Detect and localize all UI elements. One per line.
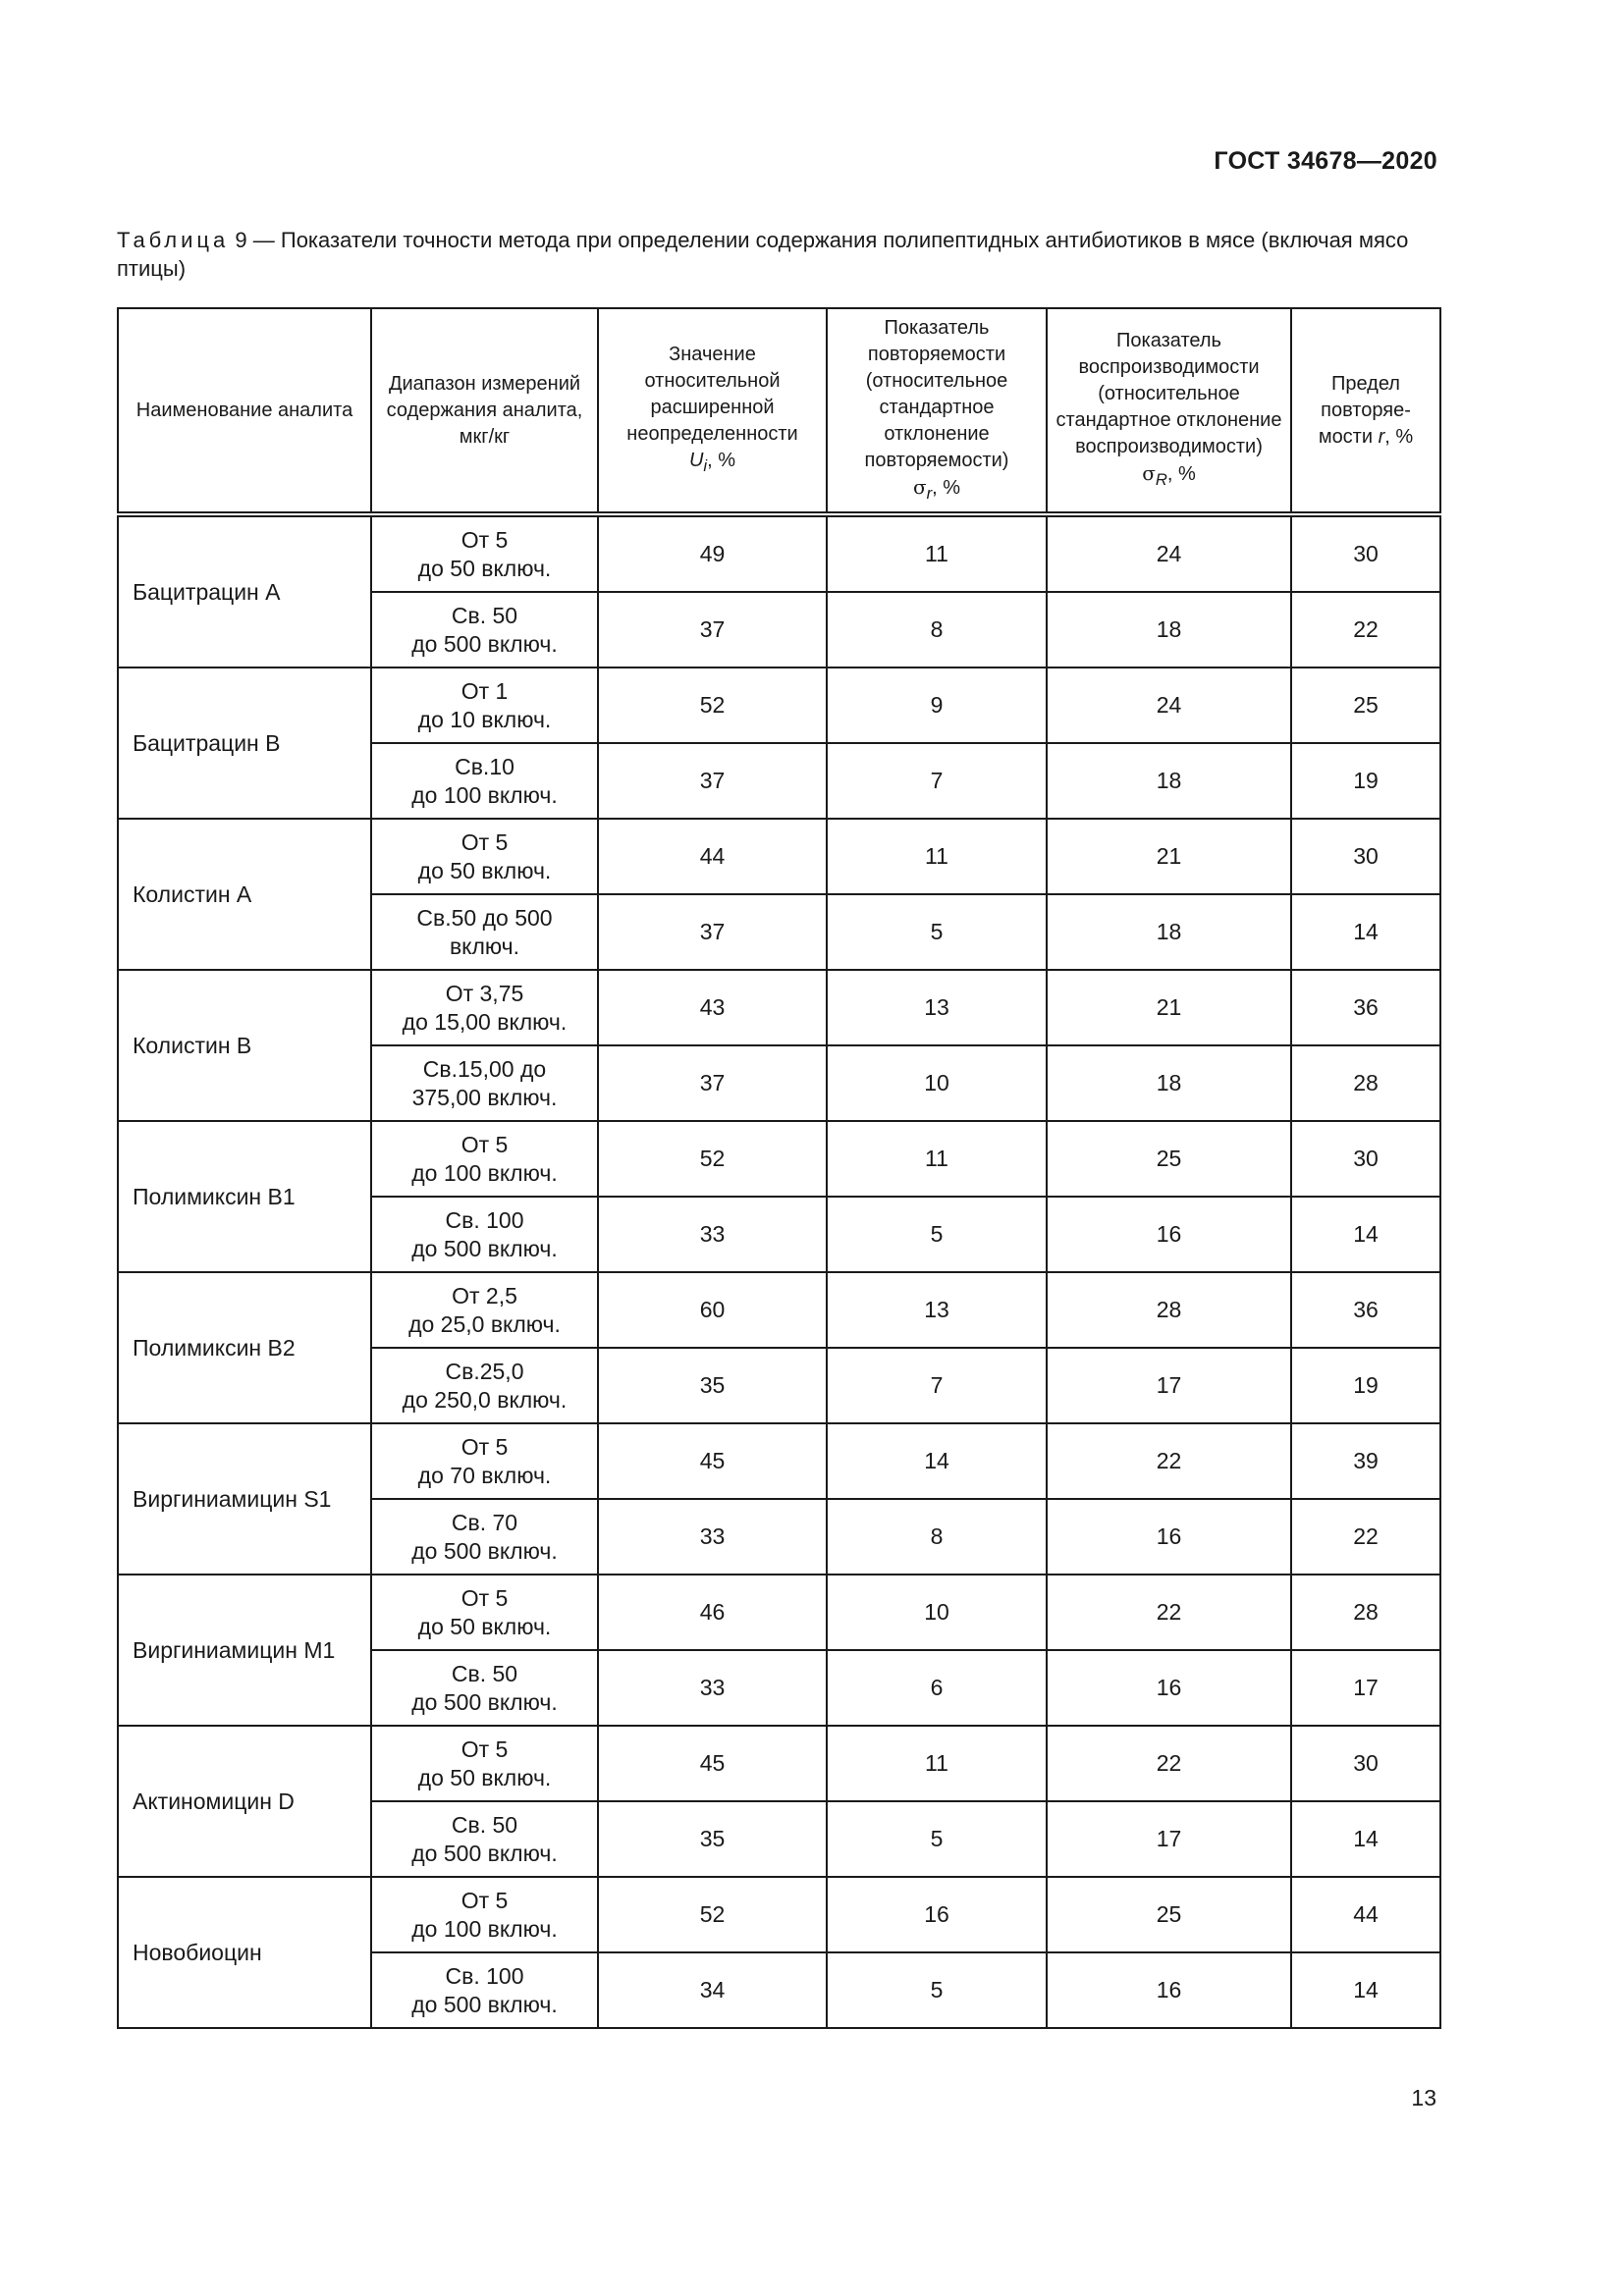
header-limit: Предел повторяе-мости r, % <box>1291 308 1440 514</box>
document-code: ГОСТ 34678—2020 <box>1214 147 1437 175</box>
range-line: От 5 <box>460 1887 509 1913</box>
range-line: до 500 включ. <box>411 1537 558 1564</box>
table-row <box>118 1726 1440 1801</box>
analyte-name: Новобиоцин <box>118 1877 371 2028</box>
range-line: Св. 100 <box>445 1962 524 1989</box>
range-line: Св.25,0 <box>445 1358 524 1384</box>
repeatability-cell: 11 <box>827 514 1047 592</box>
repeatability-cell: 8 <box>827 1499 1047 1575</box>
range-line: до 100 включ. <box>411 1159 558 1186</box>
range-cell <box>371 1272 598 1348</box>
range-cell <box>371 592 598 667</box>
limit-cell: 30 <box>1291 1726 1440 1801</box>
repeatability-cell: 5 <box>827 1952 1047 2028</box>
uncertainty-cell: 37 <box>598 743 827 819</box>
reproducibility-cell: 22 <box>1047 1726 1291 1801</box>
limit-cell: 14 <box>1291 894 1440 970</box>
table-row <box>118 1575 1440 1650</box>
range-line: до 70 включ. <box>417 1462 552 1488</box>
range-line: Св.10 <box>455 753 514 779</box>
uncertainty-cell: 46 <box>598 1575 827 1650</box>
repeatability-cell: 14 <box>827 1423 1047 1499</box>
table-row <box>118 819 1440 894</box>
uncertainty-cell: 35 <box>598 1801 827 1877</box>
range-line: до 500 включ. <box>411 1840 558 1866</box>
range-line: От 5 <box>460 1433 509 1460</box>
range-cell <box>371 970 598 1045</box>
range-cell <box>371 1650 598 1726</box>
repeatability-cell: 5 <box>827 894 1047 970</box>
header-range: Диапазон измерений содержания аналита, мкг/кг <box>371 308 598 514</box>
reproducibility-cell: 18 <box>1047 592 1291 667</box>
range-line: до 100 включ. <box>411 1915 558 1942</box>
range-line: От 5 <box>460 1584 509 1611</box>
range-line: Св.50 до 500 <box>416 904 553 931</box>
limit-cell: 36 <box>1291 1272 1440 1348</box>
range-line: От 5 <box>460 1131 509 1157</box>
repeatability-cell: 13 <box>827 1272 1047 1348</box>
uncertainty-cell: 45 <box>598 1726 827 1801</box>
repeatability-cell: 7 <box>827 743 1047 819</box>
range-line: Св. 50 <box>451 602 518 628</box>
reproducibility-cell: 18 <box>1047 743 1291 819</box>
uncertainty-cell: 45 <box>598 1423 827 1499</box>
uncertainty-cell: 49 <box>598 514 827 592</box>
limit-cell: 22 <box>1291 1499 1440 1575</box>
uncertainty-cell: 33 <box>598 1499 827 1575</box>
table-row <box>118 1877 1440 1952</box>
range-line: От 2,5 <box>452 1282 517 1308</box>
reproducibility-cell: 16 <box>1047 1952 1291 2028</box>
uncertainty-cell: 33 <box>598 1197 827 1272</box>
limit-cell: 36 <box>1291 970 1440 1045</box>
limit-cell: 14 <box>1291 1197 1440 1272</box>
table-caption <box>117 226 1438 283</box>
limit-cell: 28 <box>1291 1575 1440 1650</box>
reproducibility-cell: 25 <box>1047 1121 1291 1197</box>
range-line: Св. 70 <box>451 1509 518 1535</box>
uncertainty-cell: 60 <box>598 1272 827 1348</box>
analyte-name: Полимиксин В1 <box>118 1121 371 1272</box>
uncertainty-cell: 35 <box>598 1348 827 1423</box>
range-line: до 15,00 включ. <box>402 1008 568 1035</box>
table-row <box>118 514 1440 592</box>
repeatability-cell: 8 <box>827 592 1047 667</box>
reproducibility-cell: 16 <box>1047 1499 1291 1575</box>
reproducibility-cell: 24 <box>1047 514 1291 592</box>
range-line: Св. 50 <box>451 1660 518 1686</box>
header-analyte: Наименование аналита <box>118 308 371 514</box>
repeatability-cell: 10 <box>827 1045 1047 1121</box>
page-number: 13 <box>1411 2085 1436 2110</box>
repeatability-cell: 11 <box>827 819 1047 894</box>
uncertainty-cell: 52 <box>598 1877 827 1952</box>
range-cell <box>371 1197 598 1272</box>
range-line: до 25,0 включ. <box>408 1310 561 1337</box>
header-uncertainty: Значение относительной расширенной неопределенности $U_i$, % <box>598 308 827 514</box>
limit-cell: 19 <box>1291 1348 1440 1423</box>
caption-number: 9 <box>235 228 247 252</box>
reproducibility-cell: 17 <box>1047 1801 1291 1877</box>
repeatability-cell: 16 <box>827 1877 1047 1952</box>
range-line: От 1 <box>460 677 509 704</box>
analyte-name: Виргиниамицин S1 <box>118 1423 371 1575</box>
range-cell <box>371 1952 598 2028</box>
range-cell <box>371 1121 598 1197</box>
repeatability-cell: 6 <box>827 1650 1047 1726</box>
range-cell <box>371 894 598 970</box>
reproducibility-cell: 21 <box>1047 819 1291 894</box>
reproducibility-cell: 18 <box>1047 1045 1291 1121</box>
uncertainty-cell: 37 <box>598 592 827 667</box>
repeatability-cell: 11 <box>827 1726 1047 1801</box>
range-line: до 50 включ. <box>417 857 552 883</box>
limit-cell: 30 <box>1291 514 1440 592</box>
range-line: до 50 включ. <box>417 1613 552 1639</box>
limit-cell: 17 <box>1291 1650 1440 1726</box>
range-line: Св. 50 <box>451 1811 518 1838</box>
range-cell <box>371 1348 598 1423</box>
table-row <box>118 667 1440 743</box>
reproducibility-cell: 16 <box>1047 1197 1291 1272</box>
header-repeatability: Показатель повторяемости (относительное стандартное отклонение повторяемости) $\sigma_r$, % <box>827 308 1047 514</box>
repeatability-cell: 5 <box>827 1801 1047 1877</box>
range-line: до 10 включ. <box>417 706 552 732</box>
accuracy-table <box>117 307 1441 2029</box>
range-cell <box>371 1877 598 1952</box>
range-cell <box>371 1045 598 1121</box>
uncertainty-cell: 34 <box>598 1952 827 2028</box>
limit-cell: 28 <box>1291 1045 1440 1121</box>
repeatability-cell: 11 <box>827 1121 1047 1197</box>
range-line: От 5 <box>460 828 509 855</box>
table-row <box>118 1272 1440 1348</box>
table-row <box>118 1121 1440 1197</box>
reproducibility-cell: 16 <box>1047 1650 1291 1726</box>
range-line: до 500 включ. <box>411 630 558 657</box>
table-row <box>118 1423 1440 1499</box>
limit-cell: 25 <box>1291 667 1440 743</box>
range-line: От 5 <box>460 526 509 553</box>
repeatability-cell: 13 <box>827 970 1047 1045</box>
range-cell <box>371 1499 598 1575</box>
reproducibility-cell: 22 <box>1047 1575 1291 1650</box>
limit-cell: 44 <box>1291 1877 1440 1952</box>
analyte-name: Актиномицин D <box>118 1726 371 1877</box>
limit-cell: 30 <box>1291 1121 1440 1197</box>
limit-cell: 22 <box>1291 592 1440 667</box>
reproducibility-cell: 28 <box>1047 1272 1291 1348</box>
uncertainty-cell: 37 <box>598 1045 827 1121</box>
range-line: Св. 100 <box>445 1206 524 1233</box>
reproducibility-cell: 21 <box>1047 970 1291 1045</box>
limit-cell: 30 <box>1291 819 1440 894</box>
limit-cell: 14 <box>1291 1952 1440 2028</box>
uncertainty-cell: 44 <box>598 819 827 894</box>
analyte-name: Виргиниамицин М1 <box>118 1575 371 1726</box>
uncertainty-cell: 33 <box>598 1650 827 1726</box>
caption-text: — Показатели точности метода при определении содержания полипептидных антибиотиков в мясе (включая мясо птицы) <box>117 228 1409 281</box>
range-cell <box>371 1801 598 1877</box>
reproducibility-cell: 25 <box>1047 1877 1291 1952</box>
range-line: Св.15,00 до <box>422 1055 547 1082</box>
range-line: От 3,75 <box>445 980 524 1006</box>
uncertainty-cell: 52 <box>598 667 827 743</box>
caption-label: Таблица <box>117 228 230 252</box>
uncertainty-cell: 52 <box>598 1121 827 1197</box>
repeatability-cell: 7 <box>827 1348 1047 1423</box>
analyte-name: Бацитрацин В <box>118 667 371 819</box>
repeatability-cell: 10 <box>827 1575 1047 1650</box>
range-cell <box>371 514 598 592</box>
analyte-name: Полимиксин В2 <box>118 1272 371 1423</box>
range-line: до 50 включ. <box>417 1764 552 1790</box>
reproducibility-cell: 18 <box>1047 894 1291 970</box>
repeatability-cell: 5 <box>827 1197 1047 1272</box>
reproducibility-cell: 22 <box>1047 1423 1291 1499</box>
reproducibility-cell: 17 <box>1047 1348 1291 1423</box>
range-line: до 500 включ. <box>411 1991 558 2017</box>
header-row <box>118 308 1440 514</box>
limit-cell: 39 <box>1291 1423 1440 1499</box>
analyte-name: Бацитрацин А <box>118 514 371 667</box>
uncertainty-cell: 43 <box>598 970 827 1045</box>
range-line: до 500 включ. <box>411 1688 558 1715</box>
range-line: включ. <box>449 933 520 959</box>
range-line: 375,00 включ. <box>411 1084 558 1110</box>
range-cell <box>371 1423 598 1499</box>
limit-cell: 14 <box>1291 1801 1440 1877</box>
range-cell <box>371 743 598 819</box>
range-line: до 50 включ. <box>417 555 552 581</box>
range-cell <box>371 819 598 894</box>
range-line: до 250,0 включ. <box>402 1386 568 1413</box>
range-line: до 100 включ. <box>411 781 558 808</box>
repeatability-cell: 9 <box>827 667 1047 743</box>
range-cell <box>371 1726 598 1801</box>
range-line: до 500 включ. <box>411 1235 558 1261</box>
range-line: От 5 <box>460 1735 509 1762</box>
table-row <box>118 970 1440 1045</box>
uncertainty-cell: 37 <box>598 894 827 970</box>
header-reproducibility: Показатель воспроизводимости (относительное стандартное отклонение воспроизводимости) $\sigma_R$, % <box>1047 308 1291 514</box>
analyte-name: Колистин А <box>118 819 371 970</box>
range-cell <box>371 667 598 743</box>
limit-cell: 19 <box>1291 743 1440 819</box>
reproducibility-cell: 24 <box>1047 667 1291 743</box>
range-cell <box>371 1575 598 1650</box>
analyte-name: Колистин В <box>118 970 371 1121</box>
